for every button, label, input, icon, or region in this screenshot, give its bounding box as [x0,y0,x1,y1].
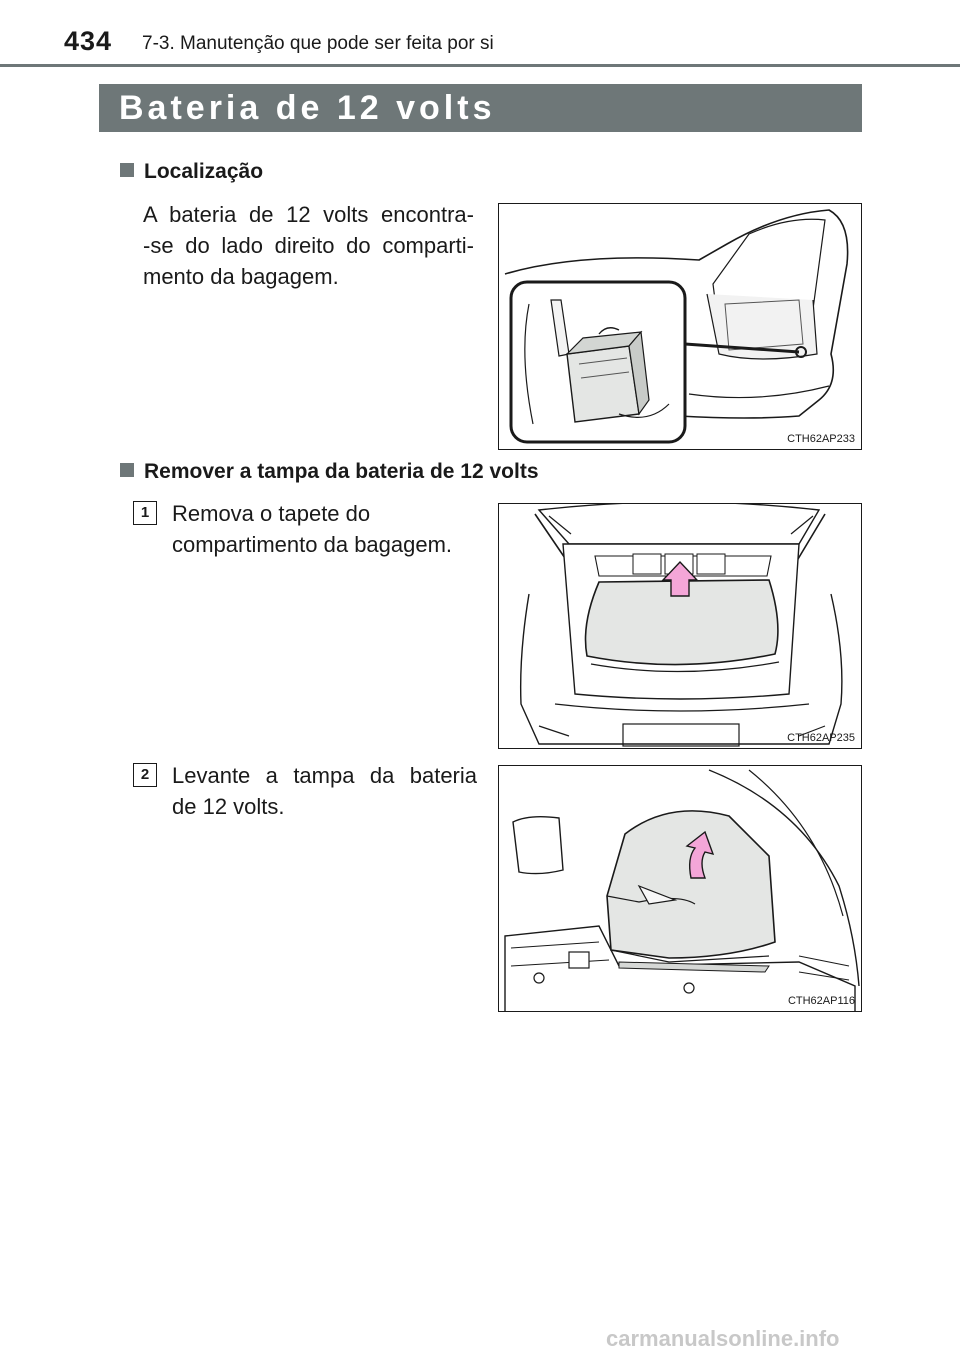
remove-cover-heading [120,460,539,484]
step-number-badge: 2 [133,763,157,787]
step-number-badge: 1 [133,501,157,525]
location-line: A bateria de 12 volts encontra- [143,202,474,227]
figure-battery-location [498,203,862,450]
page-number: 434 [64,26,113,56]
step-1-line: compartimento da bagagem. [172,532,453,557]
location-line: mento da bagagem. [143,264,339,289]
figure-lift-cover [498,765,862,1012]
location-line: -se do lado direito do comparti- [143,233,474,258]
watermark: carmanualsonline.info [606,1326,840,1351]
bullet-square-icon [120,463,134,477]
header-divider [0,64,960,67]
remove-cover-heading-text: Remover a tampa da bateria de 12 volts [144,460,539,483]
section-title-bar [99,84,862,132]
battery-cover-illustration [499,766,862,1012]
figure-code: CTH62AP116 [787,995,855,1007]
step-1-text [172,498,477,560]
step-2-text [172,760,477,822]
figure-code: CTH62AP233 [787,433,855,445]
bullet-square-icon [120,163,134,177]
location-heading [120,160,263,184]
chapter-title: 7-3. Manutenção que pode ser feita por si [142,33,494,54]
figure-remove-mat [498,503,862,749]
car-rear-illustration [499,204,862,450]
location-paragraph [143,199,474,292]
step-2-line: de 12 volts. [172,794,285,819]
step-1-line: Remova o tapete do [172,501,371,526]
section-title: Bateria de 12 volts [119,89,496,127]
trunk-open-illustration [499,504,862,749]
location-heading-text: Localização [144,160,264,183]
figure-code: CTH62AP235 [787,732,855,744]
step-2-line: Levante a tampa da bateria [172,763,477,788]
